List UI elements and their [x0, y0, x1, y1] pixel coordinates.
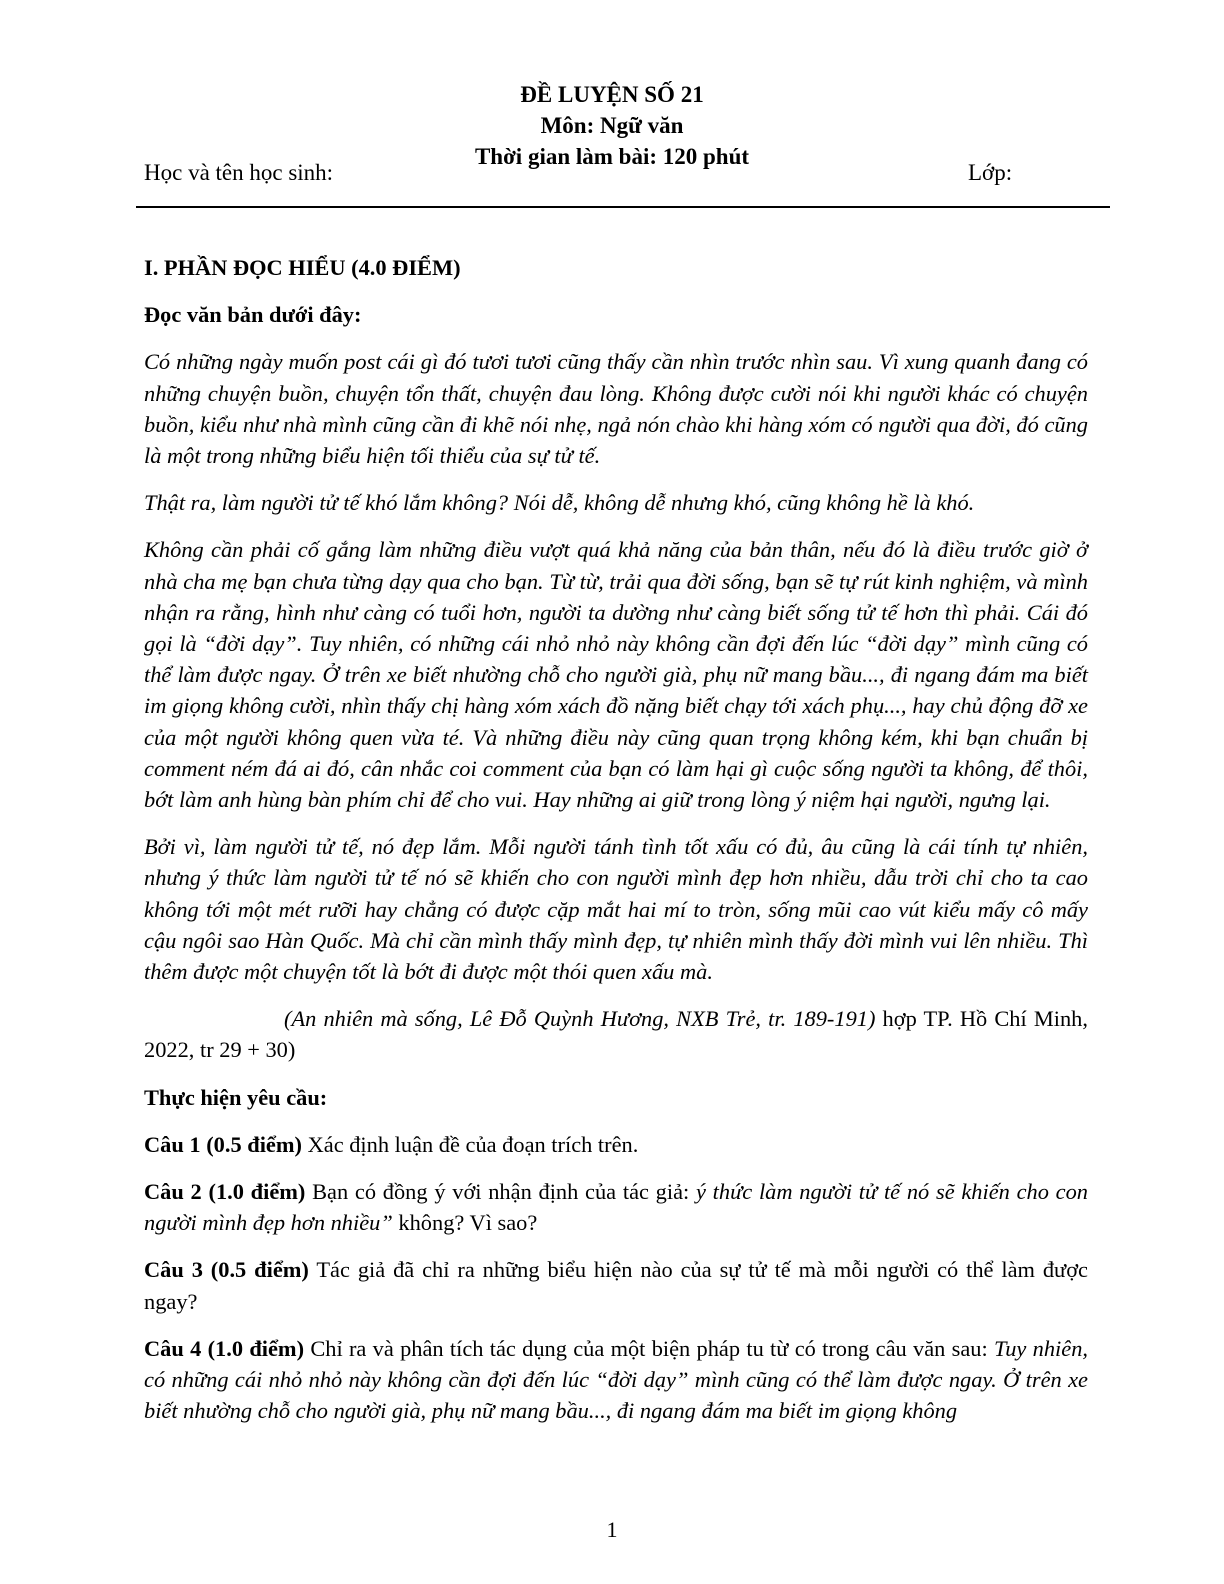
source-citation: (An nhiên mà sống, Lê Đỗ Quỳnh Hương, NXB Trẻ, tr. 189-191)	[284, 1006, 876, 1032]
passage-paragraph: Không cần phải cố gắng làm những điều vượt quá khả năng của bản thân, nếu đó là điều trước giờ ở nhà cha mẹ bạn chưa từng dạy qua cho bạn. Từ từ, trải qua đời sống, bạn sẽ tự rút kinh nghiệm, và mình nhận ra rằng, hình như càng có tuổi hơn, người ta dường như càng biết sống tử tế hơn thì phải. Cái đó gọi là “đời dạy”. Tuy nhiên, có những cái nhỏ nhỏ này không cần đợi đến lúc “đời dạy” mình cũng có thể làm được ngay. Ở trên xe biết nhường chỗ cho người già, phụ nữ mang bầu..., đi ngang đám ma biết im giọng không cười, nhìn thấy chị hàng xóm xách đồ nặng biết chạy tới xách phụ..., hay chủ động đỡ xe của một người không quen vừa té. Và những điều này cũng quan trọng không kém, khi bạn chuẩn bị comment ném đá ai đó, cân nhắc coi comment của bạn có làm hại gì cuộc sống người ta không, để thôi, bớt làm anh hùng bàn phím chỉ để cho vui. Hay những ai giữ trong lòng ý niệm hại người, ngưng lại.	[144, 537, 1088, 813]
passage-paragraph: Bởi vì, làm người tử tế, nó đẹp lắm. Mỗi người tánh tình tốt xấu có đủ, âu cũng là cái tính tự nhiên, nhưng ý thức làm người tử tế nó sẽ khiến cho con người mình đẹp hơn nhiều, dẫu trời chỉ cho ta cao không tới một mét rưỡi hay chẳng có được cặp mắt hai mí to tròn, sống mũi cao vút kiểu mấy cô mấy cậu ngôi sao Hàn Quốc. Mà chỉ cần mình thấy mình đẹp, tự nhiên mình thấy đời mình vui lên nhiều. Thì thêm được một chuyện tốt là bớt đi được một thói quen xấu mà.	[144, 834, 1088, 985]
passage-paragraph: Thật ra, làm người tử tế khó lắm không? Nói dễ, không dễ nhưng khó, cũng không hề là khó.	[144, 490, 975, 516]
page-number: 1	[606, 1517, 618, 1542]
exam-content	[144, 252, 1088, 1443]
exam-time: Thời gian làm bài: 120 phút	[474, 144, 750, 169]
question-quote: Tuy nhiên, có những cái nhỏ nhỏ này không cần đợi đến lúc “đời dạy” mình cũng có thể làm được ngay. Ở trên xe biết nhường chỗ cho người già, phụ nữ mang bầu..., đi ngang đám ma biết im giọng không	[144, 1335, 1088, 1424]
exam-subject: Môn: Ngữ văn	[540, 113, 684, 138]
question-text: Tác giả đã chỉ ra những biểu hiện nào của sự tử tế mà mỗi người có thể làm được ngay?	[144, 1257, 1088, 1314]
question-text: không? Vì sao?	[392, 1210, 538, 1236]
question-3	[144, 1254, 1088, 1316]
student-name-label: Học và tên học sinh:	[144, 160, 334, 185]
exam-title: ĐỀ LUYỆN SỐ 21	[520, 82, 704, 107]
question-label: Câu 3 (0.5 điểm)	[144, 1257, 309, 1283]
read-prompt: Đọc văn bản dưới đây:	[144, 302, 362, 328]
question-4	[144, 1333, 1088, 1427]
question-1	[144, 1129, 1088, 1160]
source-detail: hợp TP. Hồ Chí Minh, 2022, tr 29 + 30)	[144, 1006, 1088, 1063]
question-label: Câu 4 (1.0 điểm)	[144, 1335, 305, 1361]
question-text: Chỉ ra và phân tích tác dụng của một biện pháp tu từ có trong câu văn sau:	[304, 1335, 994, 1361]
section-heading: I. PHẦN ĐỌC HIỂU (4.0 ĐIỂM)	[144, 255, 461, 280]
question-text: Bạn có đồng ý với nhận định của tác giả:	[305, 1179, 696, 1205]
task-heading: Thực hiện yêu cầu:	[144, 1084, 328, 1110]
question-2	[144, 1176, 1088, 1238]
question-label: Câu 1 (0.5 điểm)	[144, 1131, 302, 1157]
question-text: Xác định luận đề của đoạn trích trên.	[301, 1131, 639, 1157]
passage-paragraph: Có những ngày muốn post cái gì đó tươi tươi cũng thấy cần nhìn trước nhìn sau. Vì xung quanh đang có những chuyện buồn, chuyện tổn thất, chuyện đau lòng. Không được cười nói khi người khác có chuyện buồn, kiểu như nhà mình cũng cần đi khẽ nói nhẹ, ngả nón chào khi hàng xóm có người qua đời, đó cũng là một trong những biểu hiện tối thiểu của sự tử tế.	[144, 349, 1088, 469]
question-quote: ý thức làm người tử tế nó sẽ khiến cho con người mình đẹp hơn nhiều”	[144, 1179, 1088, 1236]
question-label: Câu 2 (1.0 điểm)	[144, 1179, 306, 1205]
header-divider	[136, 206, 1110, 208]
passage-source	[144, 1003, 1088, 1065]
class-label: Lớp:	[968, 160, 1013, 185]
